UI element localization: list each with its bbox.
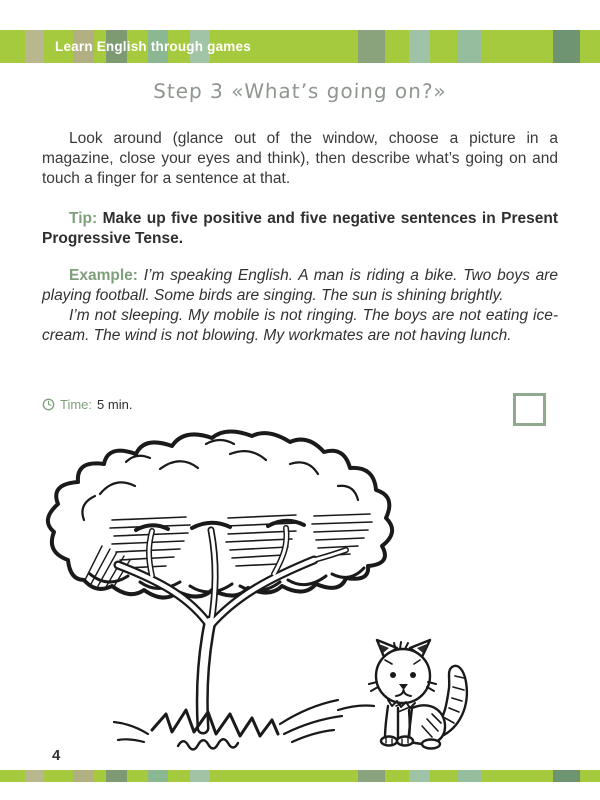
bar-stripe [73,770,94,782]
bar-stripe [358,770,385,782]
bar-stripe [148,770,168,782]
clock-icon [42,398,55,411]
bar-stripe [409,770,430,782]
example-positive-text: I’m speaking English. A man is riding a bike. Two boys are playing football. Some birds are singing. The sun is shining brightly. [42,267,558,304]
time-row [42,397,132,412]
book-title: Learn English through games [55,39,251,54]
bar-stripe [553,770,580,782]
tip-text: Make up five positive and five negative sentences in Present Progressive Tense. [42,210,558,247]
bar-stripe [458,770,482,782]
bar-stripe [190,770,210,782]
tip-label: Tip: [69,210,98,227]
example-paragraph-positive [42,266,558,306]
tip-paragraph [42,209,558,249]
header-bar [0,30,600,63]
page-number: 4 [52,747,61,764]
example-paragraph-negative: I’m not sleeping. My mobile is not ringing. The boys are not eating ice-cream. The wind is not blowing. My workmates are not having lunch. [42,307,558,344]
cat-illustration [352,634,482,754]
time-value: 5 min. [97,397,133,412]
bar-stripe [106,770,127,782]
time-label: Time: [60,397,93,412]
text-block [42,129,558,346]
intro-paragraph: Look around (glance out of the window, choose a picture in a magazine, close your eyes and think), then describe what’s going on and touch a finger for a sentence at that. [42,130,558,187]
example-label: Example: [69,267,138,284]
tree-illustration [40,424,400,764]
task-checkbox[interactable] [513,393,546,426]
footer-bar [0,770,600,782]
bar-stripe [25,770,44,782]
step-title: Step 3 «What’s going on?» [152,79,448,103]
